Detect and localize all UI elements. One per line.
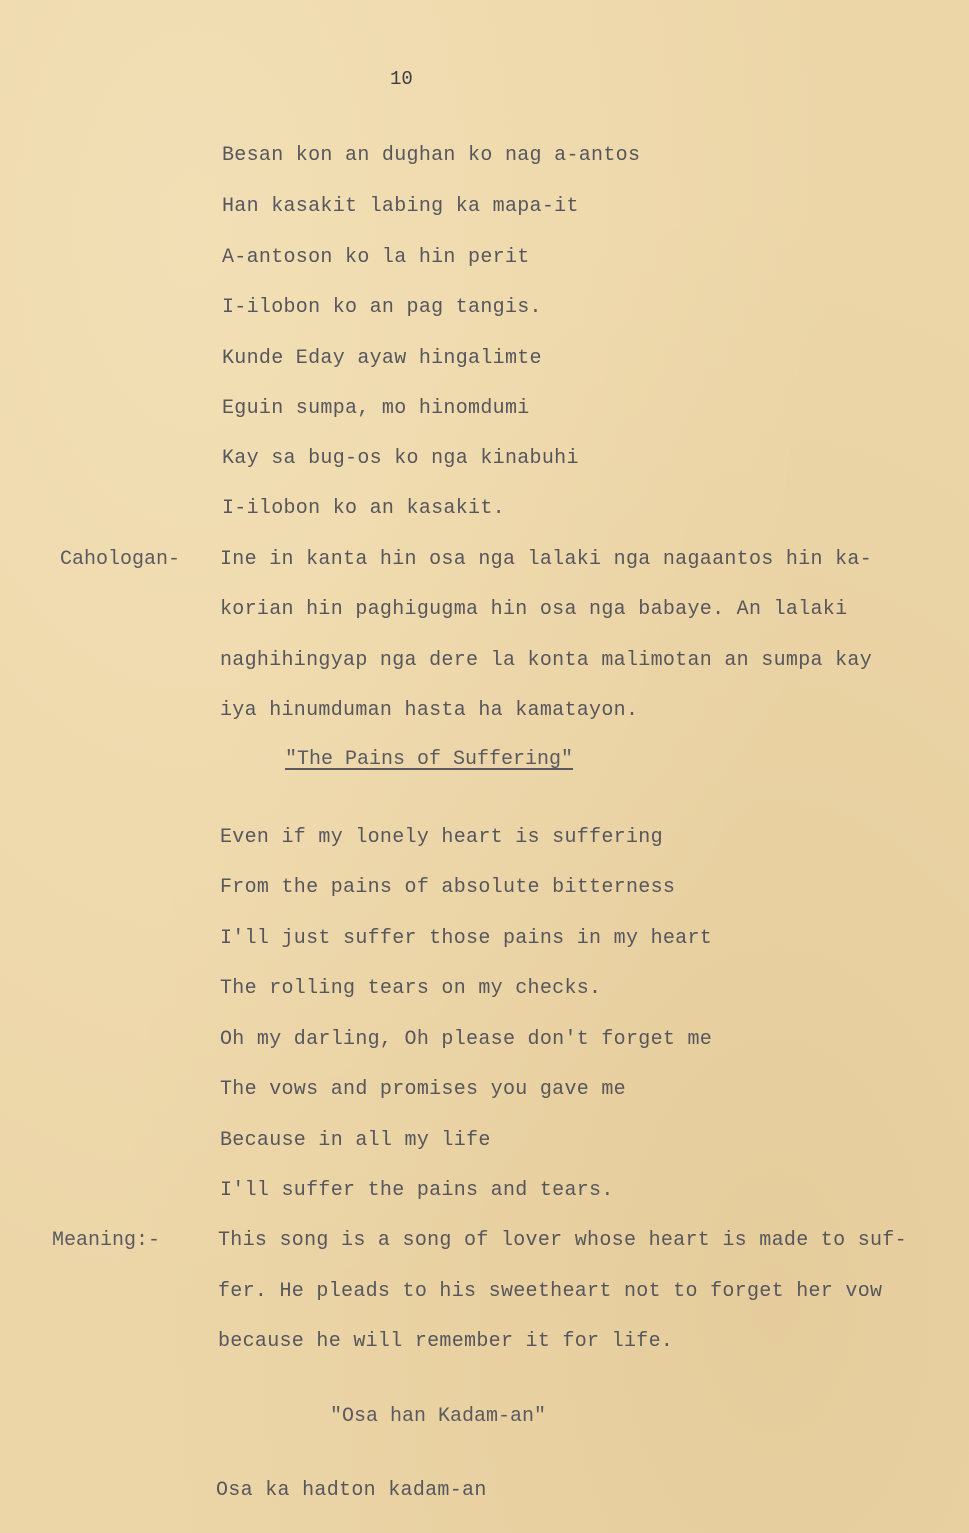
next-song-line: Osa ka hadton kadam-an [216,1479,487,1502]
translation-line: The rolling tears on my checks. [220,977,602,1000]
lyric-line: I-ilobon ko an pag tangis. [222,296,542,319]
cahologan-line: korian hin paghigugma hin osa nga babaye. An lalaki [220,598,848,621]
cahologan-line: naghihingyap nga dere la konta malimotan an sumpa kay [220,649,873,672]
meaning-line: fer. He pleads to his sweetheart not to forget her vow [218,1280,883,1303]
translation-title: "The Pains of Suffering" [285,748,574,771]
lyric-line: Besan kon an dughan ko nag a-antos [222,144,641,167]
meaning-label: Meaning:- [52,1229,161,1252]
cahologan-line: iya hinumduman hasta ha kamatayon. [220,699,639,722]
cahologan-label: Cahologan- [60,548,181,571]
lyric-line: Kunde Eday ayaw hingalimte [222,347,542,370]
lyric-line: I-ilobon ko an kasakit. [222,497,505,520]
meaning-line: because he will remember it for life. [218,1330,674,1353]
lyric-line: Kay sa bug-os ko nga kinabuhi [222,447,579,470]
cahologan-line: Ine in kanta hin osa nga lalaki nga nagaantos hin ka- [220,548,873,571]
translation-line: The vows and promises you gave me [220,1078,626,1101]
translation-line: Because in all my life [220,1129,491,1152]
lyric-line: Han kasakit labing ka mapa-it [222,195,579,218]
translation-line: I'll suffer the pains and tears. [220,1179,614,1202]
lyric-line: A-antoson ko la hin perit [222,246,530,269]
lyric-line: Eguin sumpa, mo hinomdumi [222,397,530,420]
page-number: 10 [390,68,413,90]
translation-line: I'll just suffer those pains in my heart [220,927,713,950]
translation-line: Oh my darling, Oh please don't forget me [220,1028,713,1051]
next-song-title: "Osa han Kadam-an" [330,1405,547,1428]
translation-line: Even if my lonely heart is suffering [220,826,663,849]
translation-line: From the pains of absolute bitterness [220,876,676,899]
meaning-line: This song is a song of lover whose heart is made to suf- [218,1229,907,1252]
